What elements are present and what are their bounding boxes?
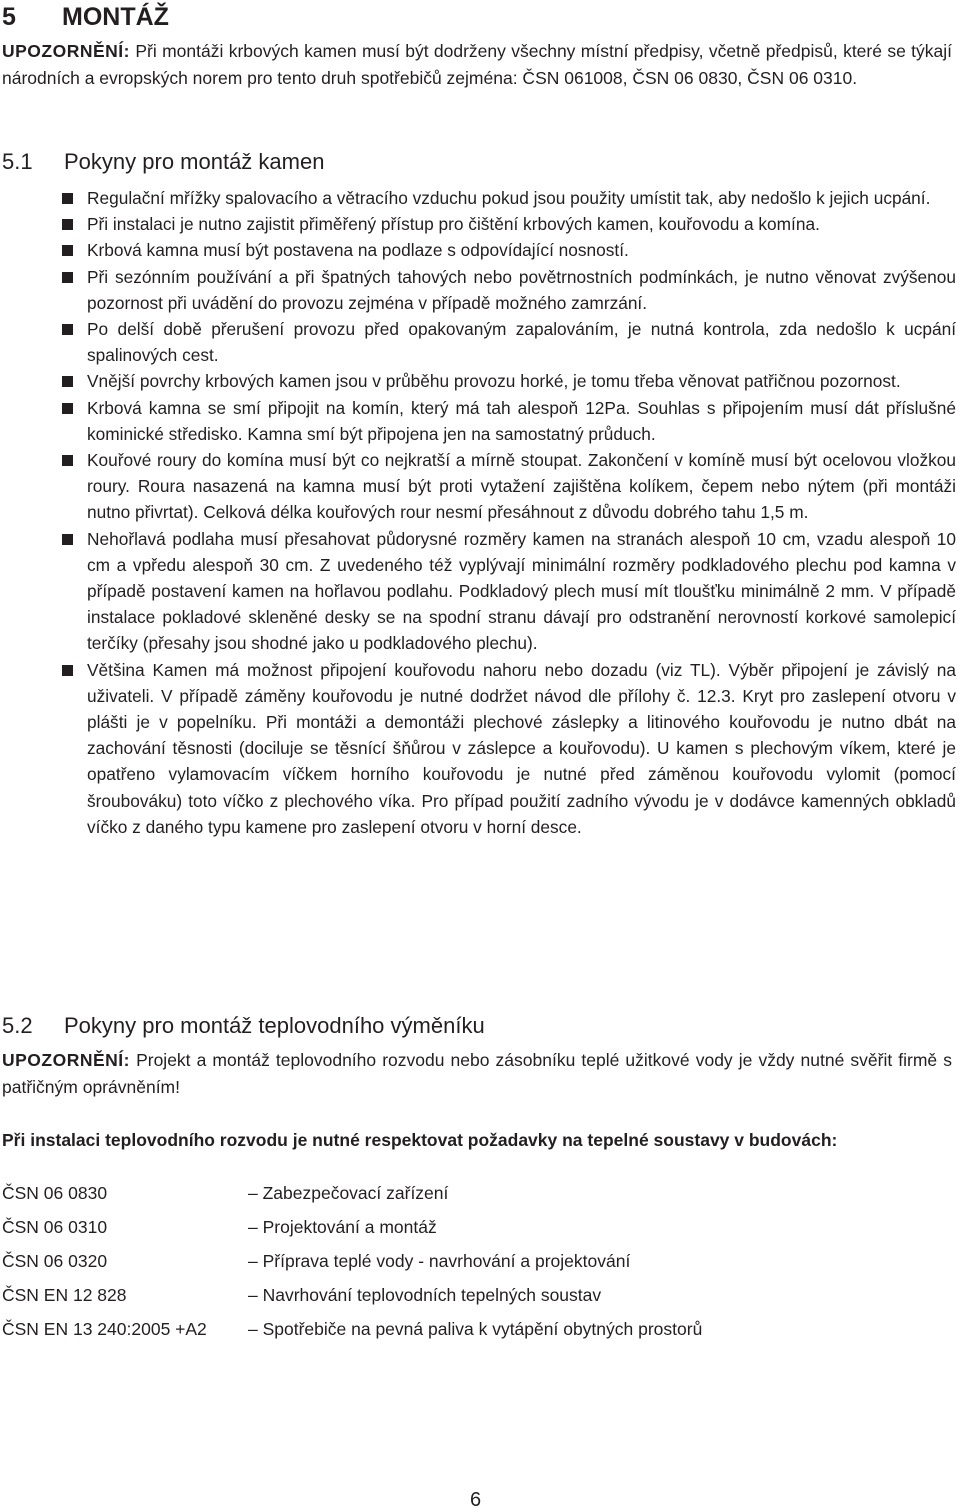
warning-paragraph — [2, 38, 952, 91]
instruction-list — [62, 185, 956, 840]
list-item-text: Krbová kamna se smí připojit na komín, který má tah alespoň 12Pa. Souhlas s připojením musí dát příslušné kominické středisko. Kamna smí být připojena jen na samostatný průduch. — [87, 397, 956, 444]
warning-text: Projekt a montáž teplovodního rozvodu nebo zásobníku teplé užitkové vody je vždy nutné svěřit firmě s patřičným oprávněním! — [2, 1050, 952, 1097]
standard-description: – Zabezpečovací zařízení — [248, 1183, 449, 1203]
list-item-text: Po delší době přerušení provozu před opakovaným zapalováním, je nutná kontrola, zda nedošlo k ucpání spalinových cest. — [87, 319, 956, 366]
square-bullet-icon — [62, 219, 73, 230]
list-item — [62, 264, 956, 316]
standard-code: ČSN EN 12 828 — [2, 1285, 127, 1305]
square-bullet-icon — [62, 245, 73, 256]
list-item — [62, 368, 956, 394]
list-item-text: Při instalaci je nutno zajistit přiměřený přístup pro čištění krbových kamen, kouřovodu a komína. — [87, 214, 820, 235]
square-bullet-icon — [62, 324, 73, 335]
standard-description: – Navrhování teplovodních tepelných soustav — [248, 1285, 602, 1305]
standard-code: ČSN EN 13 240:2005 +A2 — [2, 1319, 207, 1339]
requirements-heading: Při instalaci teplovodního rozvodu je nutné respektovat požadavky na tepelné soustavy v budovách: — [2, 1130, 838, 1150]
square-bullet-icon — [62, 272, 73, 283]
list-item — [62, 237, 956, 263]
subsection-number: 5.2 — [2, 1013, 33, 1038]
standard-description: – Spotřebiče na pevná paliva k vytápění obytných prostorů — [248, 1319, 703, 1339]
subsection-heading-5-1 — [2, 146, 324, 178]
list-item — [62, 526, 956, 657]
standard-row — [2, 1248, 902, 1282]
square-bullet-icon — [62, 193, 73, 204]
list-item-text: Vnější povrchy krbových kamen jsou v průběhu provozu horké, je tomu třeba věnovat patřičnou pozornost. — [87, 371, 901, 392]
list-item — [62, 185, 956, 211]
square-bullet-icon — [62, 665, 73, 676]
warning-text: Při montáži krbových kamen musí být dodrženy všechny místní předpisy, včetně předpisů, které se týkají národních a evropských norem pro tento druh spotřebičů zejména: ČSN 061008, ČSN 06 0830, ČSN 06 0310. — [2, 41, 952, 88]
standard-code: ČSN 06 0320 — [2, 1251, 108, 1271]
standard-row — [2, 1180, 902, 1214]
list-item — [62, 316, 956, 368]
square-bullet-icon — [62, 403, 73, 414]
square-bullet-icon — [62, 534, 73, 545]
list-item — [62, 395, 956, 447]
list-item-text: Kouřové roury do komína musí být co nejkratší a mírně stoupat. Zakončení v komíně musí být ocelovou vložkou roury. Roura nasazená na kamna musí být proti vytažení zajištěna kolíkem, čepem nebo nýtem (při montáži nutno přivrtat). Celková délka kouřových rour nesmí přesáhnout z důvodu dobrého tahu 1,5 m. — [87, 450, 956, 523]
standard-row — [2, 1316, 902, 1350]
list-item — [62, 657, 956, 840]
subsection-title: Pokyny pro montáž teplovodního výměníku — [64, 1013, 485, 1038]
list-item-text: Většina Kamen má možnost připojení kouřovodu nahoru nebo dozadu (viz TL). Výběr připojení je závislý na uživateli. V případě záměny kouřovodu je nutné dodržet návod dle přílohy č. 12.3. Kryt pro zaslepení otvoru v plášti je v popelníku. Při montáži a demontáži plechové záslepky a litinového kouřovodu je nutno dbát na zachování těsnosti (dociluje se těsnící šňůrou v záslepce a kouřovodu). U kamen s plechovým víkem, které je opatřeno vylamovacím víčkem horního kouřovodu je nutné před záměnou kouřovodu vylomit (pomocí šroubováku) toto víčko z plechového víka. Pro případ použití zadního vývodu je v dodávce kamenných obkladů víčko z daného typu kamene pro zaslepení otvoru v horní desce. — [87, 659, 956, 837]
section-title: MONTÁŽ — [62, 3, 169, 31]
page-number: 6 — [470, 1489, 482, 1511]
list-item-text: Regulační mřížky spalovacího a větracího vzduchu pokud jsou použity umístit tak, aby nedošlo k jejich ucpání. — [87, 188, 931, 208]
standard-row — [2, 1282, 902, 1316]
list-item-text: Při sezónním používání a při špatných tahových nebo povětrnostních podmínkách, je nutno věnovat zvýšenou pozornost při uvádění do provozu zejména v případě možného zamrzání. — [87, 266, 956, 313]
standard-description: – Příprava teplé vody - navrhování a projektování — [248, 1251, 631, 1271]
warning-label: UPOZORNĚNÍ: — [2, 1050, 130, 1070]
list-item — [62, 211, 956, 237]
section-heading — [2, 0, 169, 34]
square-bullet-icon — [62, 376, 73, 387]
subsection-number: 5.1 — [2, 149, 33, 174]
list-item — [62, 447, 956, 526]
standard-description: – Projektování a montáž — [248, 1217, 437, 1237]
standard-row — [2, 1214, 902, 1248]
subsection-heading-5-2 — [2, 1010, 485, 1042]
list-item-text: Krbová kamna musí být postavena na podlaze s odpovídající nosností. — [87, 240, 629, 261]
section-number: 5 — [2, 3, 16, 31]
standard-code: ČSN 06 0310 — [2, 1217, 108, 1237]
standards-list — [2, 1180, 902, 1350]
standard-code: ČSN 06 0830 — [2, 1183, 108, 1203]
list-item-text: Nehořlavá podlaha musí přesahovat půdorysné rozměry kamen na stranách alespoň 10 cm, vzadu alespoň 10 cm a vpředu alespoň 30 cm. Z uvedeného též vyplývají minimální rozměry podkladového plechu pod kamna v případě postavení kamen na hořlavou podlahu. Podkladový plech musí mít tloušťku minimálně 2 mm. V případě instalace pokladové skleněné desky se na spodní stranu dávají pro odstranění nerovností korkové samolepicí terčíky (přesahy jsou shodné jako u podkladového plechu). — [87, 528, 956, 654]
warning-paragraph-2 — [2, 1047, 952, 1100]
subsection-title: Pokyny pro montáž kamen — [64, 149, 325, 174]
warning-label: UPOZORNĚNÍ: — [2, 41, 130, 61]
square-bullet-icon — [62, 455, 73, 466]
